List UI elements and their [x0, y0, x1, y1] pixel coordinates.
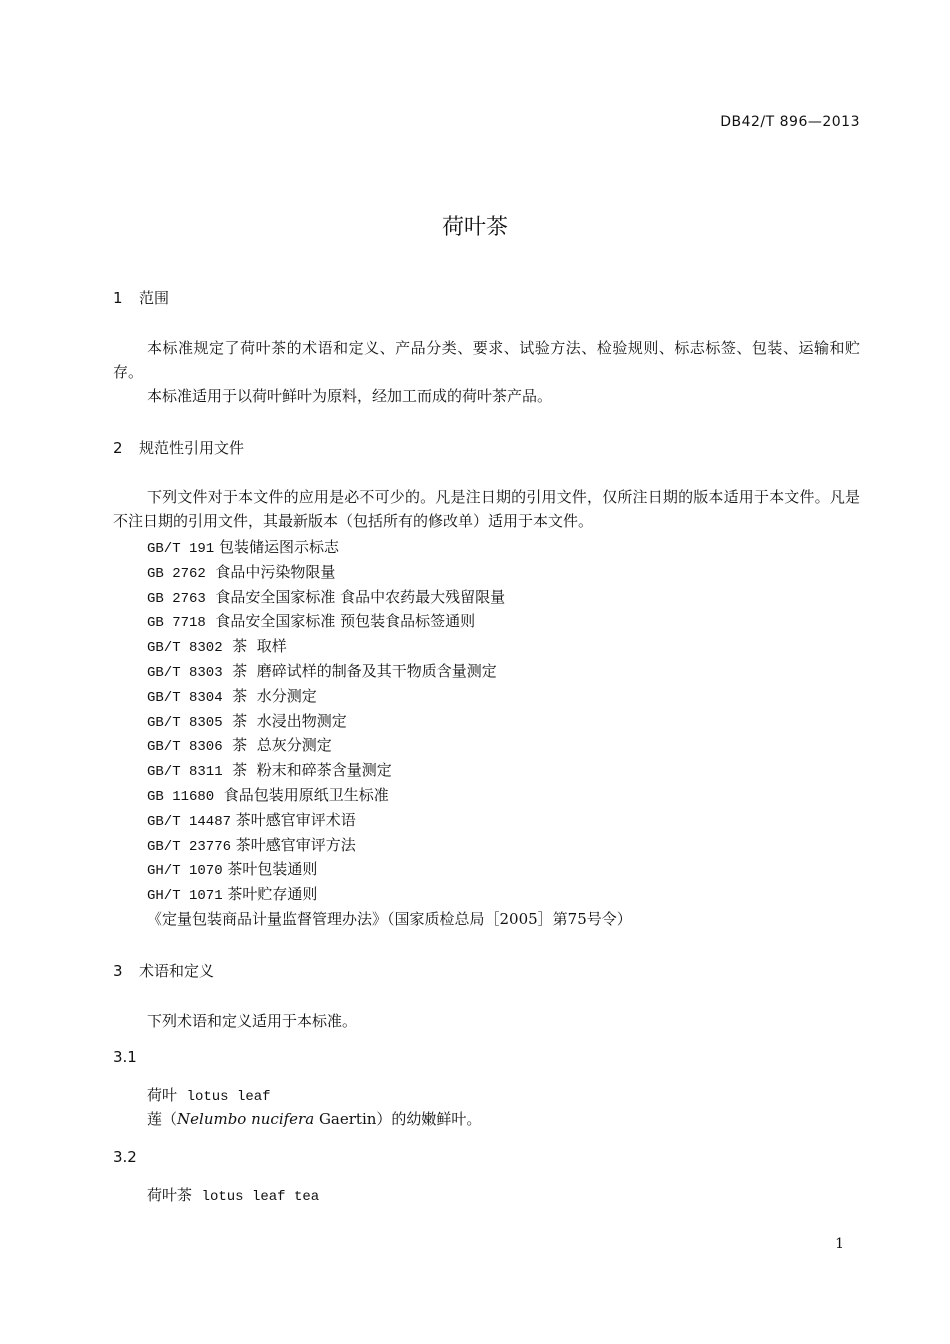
reference-title: 茶叶感官审评术语 — [231, 810, 356, 829]
reference-title: 茶 取样 — [222, 637, 287, 656]
reference-item — [147, 758, 632, 783]
reference-title: 茶叶包装通则 — [222, 860, 318, 879]
reference-title: 食品安全国家标准 预包装食品标签通则 — [205, 612, 476, 631]
reference-item — [147, 684, 632, 709]
reference-item — [147, 808, 632, 833]
section-3-heading — [113, 960, 214, 981]
scope-paragraph-1: 本标准规定了荷叶茶的术语和定义、产品分类、要求、试验方法、检验规则、标志标签、包装、运输和贮存。 — [113, 339, 860, 381]
reference-title: 茶 水分测定 — [222, 686, 317, 705]
reference-item — [147, 535, 632, 560]
terms-intro: 下列术语和定义适用于本标准。 — [147, 1012, 358, 1030]
section-title: 术语和定义 — [139, 962, 215, 980]
document-title: 荷叶茶 — [441, 215, 508, 240]
section-number: 3 — [113, 962, 123, 980]
reference-title: 食品中污染物限量 — [205, 562, 336, 581]
reference-title: 食品安全国家标准 食品中农药最大残留限量 — [205, 587, 506, 606]
section-title: 范围 — [139, 289, 170, 307]
section-number: 2 — [113, 439, 123, 457]
reference-code: GB 11680 — [147, 788, 215, 805]
reference-item — [147, 783, 632, 808]
reference-code: GB 7718 — [147, 615, 206, 632]
normative-intro: 下列文件对于本文件的应用是必不可少的。凡是注日期的引用文件，仅所注日期的版本适用于本文件。凡是不注日期的引用文件，其最新版本（包括所有的修改单）适用于本文件。 — [113, 488, 860, 530]
reference-title: 茶叶感官审评方法 — [231, 835, 356, 854]
reference-code: GB/T 8311 — [147, 764, 223, 781]
reference-code: GH/T 1070 — [147, 863, 223, 880]
page-number: 1 — [835, 1236, 844, 1252]
section-number: 1 — [113, 289, 123, 307]
reference-item — [147, 634, 632, 659]
reference-item — [147, 907, 632, 932]
term-3-1-number: 3.1 — [113, 1048, 137, 1066]
reference-item — [147, 833, 632, 858]
reference-item — [147, 659, 632, 684]
reference-title: 食品包装用原纸卫生标准 — [214, 785, 389, 804]
reference-title: 包装储运图示标志 — [214, 538, 339, 556]
definition-suffix: ）的幼嫩鲜叶。 — [376, 1110, 482, 1128]
term-3-1-definition — [147, 1108, 481, 1129]
reference-title: 茶 总灰分测定 — [222, 736, 332, 755]
definition-prefix: 莲（ — [147, 1110, 178, 1128]
reference-code: GB 2763 — [147, 590, 206, 607]
reference-title: 茶 水浸出物测定 — [222, 711, 347, 730]
reference-code: GB/T 23776 — [147, 838, 232, 855]
reference-title: 茶 磨碎试样的制备及其干物质含量测定 — [222, 661, 497, 680]
term-3-1-heading — [147, 1084, 271, 1105]
reference-item — [147, 560, 632, 585]
scope-paragraph-2: 本标准适用于以荷叶鲜叶为原料，经加工而成的荷叶茶产品。 — [147, 387, 553, 405]
author-name: Gaertin — [314, 1110, 377, 1128]
reference-item — [147, 609, 632, 634]
term-chinese: 荷叶 — [147, 1086, 178, 1104]
reference-code: GB/T 8306 — [147, 739, 223, 756]
term-3-2-heading — [147, 1184, 319, 1205]
reference-item — [147, 857, 632, 882]
term-chinese: 荷叶茶 — [147, 1186, 193, 1204]
section-2-heading — [113, 437, 244, 458]
reference-item — [147, 585, 632, 610]
section-1-heading — [113, 287, 169, 308]
reference-code: GH/T 1071 — [147, 888, 223, 905]
document-number: DB42/T 896—2013 — [720, 114, 860, 130]
reference-code: GB/T 8303 — [147, 664, 223, 681]
reference-code: GB/T 8304 — [147, 689, 223, 706]
reference-title: 茶 粉末和碎茶含量测定 — [222, 761, 392, 780]
reference-list — [147, 535, 632, 932]
reference-item — [147, 733, 632, 758]
latin-name: Nelumbo nucifera — [177, 1110, 315, 1128]
section-title: 规范性引用文件 — [139, 439, 245, 457]
reference-title: 《定量包装商品计量监督管理办法》（国家质检总局［2005］第75号令） — [147, 909, 632, 928]
reference-code: GB/T 14487 — [147, 813, 232, 830]
reference-item — [147, 709, 632, 734]
reference-title: 茶叶贮存通则 — [222, 885, 318, 904]
reference-code: GB/T 191 — [147, 541, 215, 557]
reference-code: GB/T 8305 — [147, 714, 223, 731]
reference-item — [147, 882, 632, 907]
reference-code: GB 2762 — [147, 565, 206, 582]
term-english: lotus leaf — [186, 1089, 271, 1105]
term-english: lotus leaf tea — [201, 1189, 320, 1205]
reference-code: GB/T 8302 — [147, 640, 223, 657]
term-3-2-number: 3.2 — [113, 1148, 137, 1166]
